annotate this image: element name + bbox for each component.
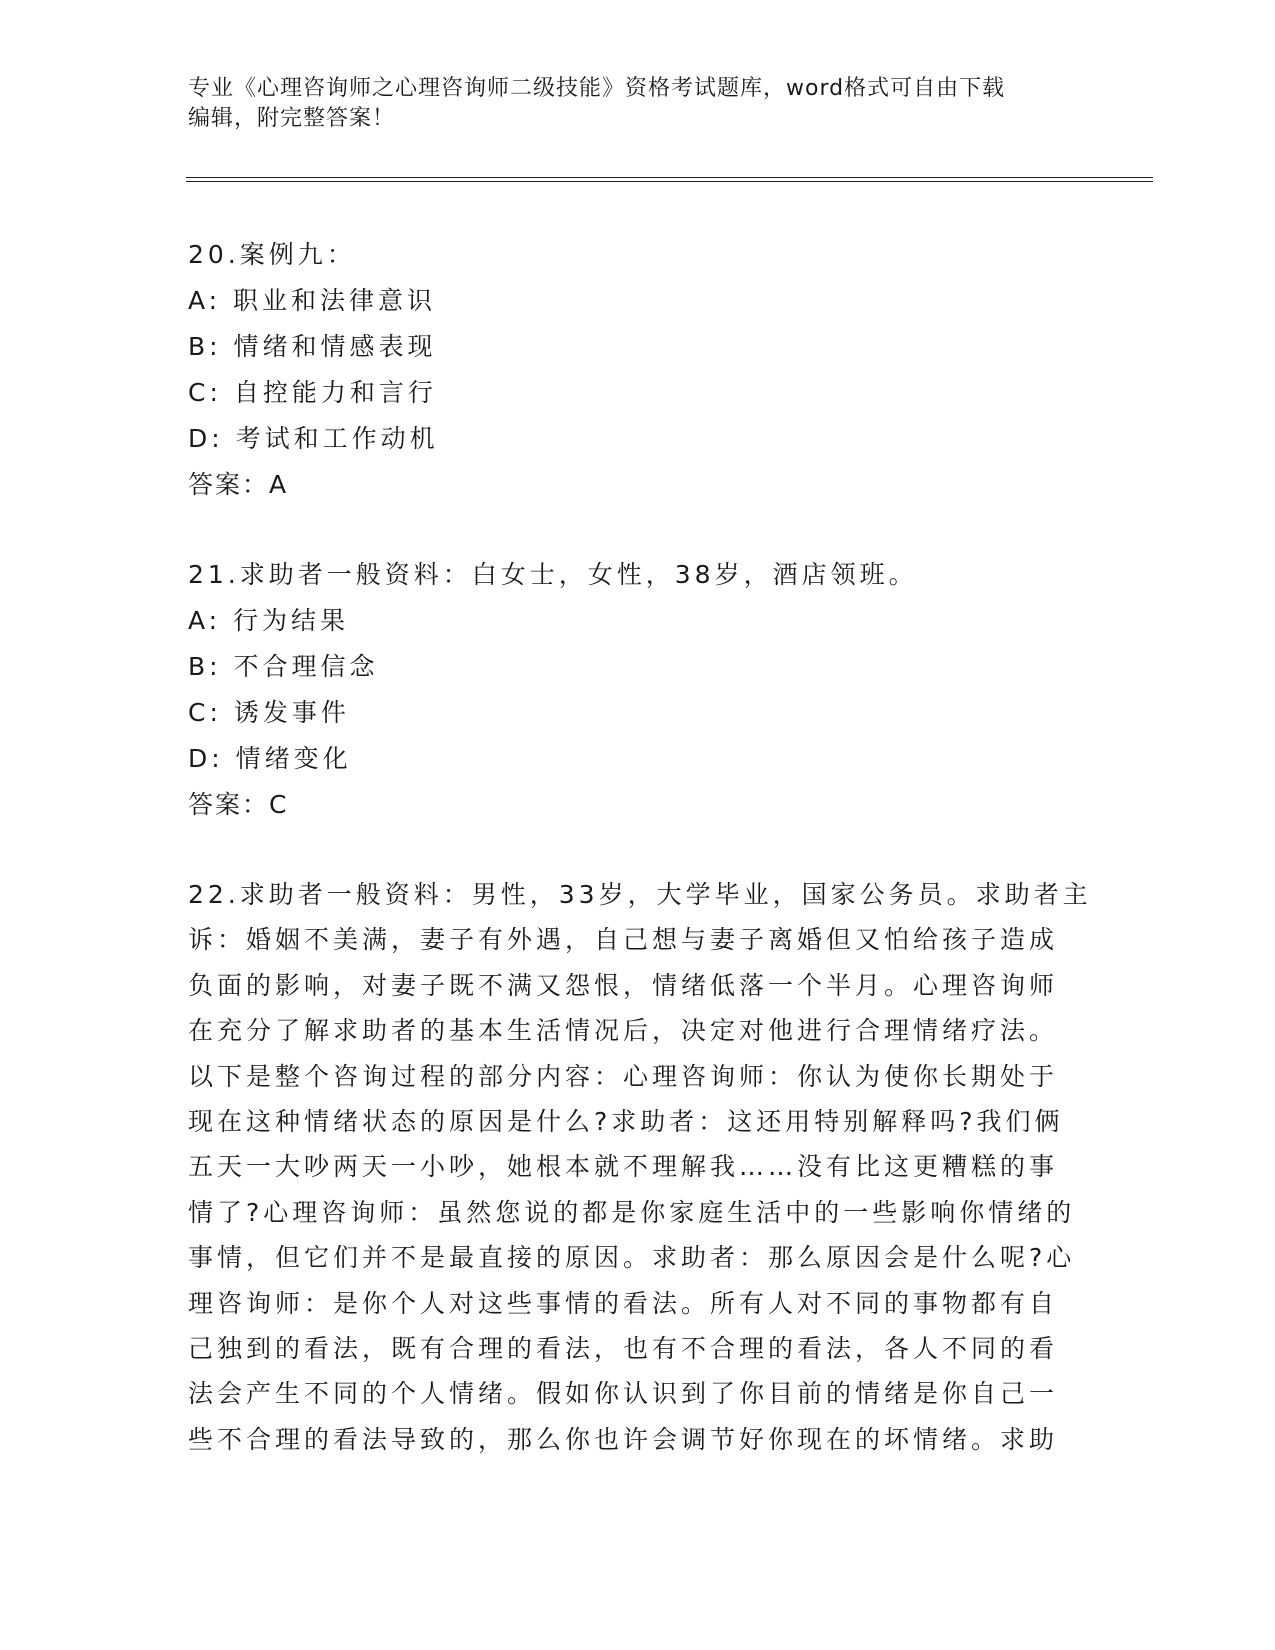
question-list	[188, 232, 1092, 1462]
spacer	[188, 828, 1088, 872]
question-text-line: 情了?心理咨询师：虽然您说的都是你家庭生活中的一些影响你情绪的	[188, 1197, 1076, 1227]
answer-label: 答案：C	[188, 790, 289, 819]
option-a: A: 行为结果	[188, 606, 350, 635]
option-a: A: 职业和法律意识	[188, 286, 437, 315]
question-text-line: 理咨询师：是你个人对这些事情的看法。所有人对不同的事物都有自	[188, 1288, 1059, 1318]
question-text-line: 以下是整个咨询过程的部分内容：心理咨询师：你认为使你长期处于	[188, 1061, 1059, 1091]
question-text-line: 现在这种情绪状态的原因是什么?求助者：这还用特别解释吗?我们俩	[188, 1106, 1064, 1136]
question-text-line: 法会产生不同的个人情绪。假如你认识到了你目前的情绪是你自己一	[188, 1379, 1059, 1409]
question-text-line: 己独到的看法，既有合理的看法，也有不合理的看法，各人不同的看	[188, 1333, 1059, 1363]
option-b: B: 情绪和情感表现	[188, 332, 437, 361]
option-d: D: 考试和工作动机	[188, 424, 439, 453]
spacer	[188, 508, 1088, 552]
option-d: D: 情绪变化	[188, 744, 352, 773]
question-text-line: 在充分了解求助者的基本生活情况后，决定对他进行合理情绪疗法。	[188, 1016, 1059, 1046]
answer-label: 答案：A	[188, 470, 289, 499]
option-b: B: 不合理信念	[188, 652, 379, 681]
header-divider-top	[186, 177, 1153, 178]
document-header	[188, 74, 1088, 134]
question-22	[188, 872, 1092, 1462]
question-text-line: 些不合理的看法导致的，那么你也许会调节好你现在的坏情绪。求助	[188, 1424, 1059, 1454]
question-text-line: 事情，但它们并不是最直接的原因。求助者：那么原因会是什么呢?心	[188, 1243, 1076, 1273]
option-c: C: 自控能力和言行	[188, 378, 437, 407]
question-text-line: 22.求助者一般资料：男性，33岁，大学毕业，国家公务员。求助者主	[188, 880, 1092, 909]
question-text-line: 诉：婚姻不美满，妻子有外遇，自己想与妻子离婚但又怕给孩子造成	[188, 925, 1059, 955]
option-c: C: 诱发事件	[188, 698, 350, 727]
question-title: 20.案例九：	[188, 240, 356, 269]
question-20	[188, 232, 1088, 508]
question-21	[188, 552, 1088, 828]
header-line-2: 编辑，附完整答案！	[188, 106, 396, 131]
question-title: 21.求助者一般资料：白女士，女性，38岁，酒店领班。	[188, 560, 918, 589]
header-line-1: 专业《心理咨询师之心理咨询师二级技能》资格考试题库，word格式可自由下载	[188, 76, 1006, 101]
header-divider-bottom	[186, 181, 1153, 182]
question-text-line: 负面的影响，对妻子既不满又怨恨，情绪低落一个半月。心理咨询师	[188, 970, 1059, 1000]
question-text-line: 五天一大吵两天一小吵，她根本就不理解我……没有比这更糟糕的事	[188, 1152, 1059, 1182]
